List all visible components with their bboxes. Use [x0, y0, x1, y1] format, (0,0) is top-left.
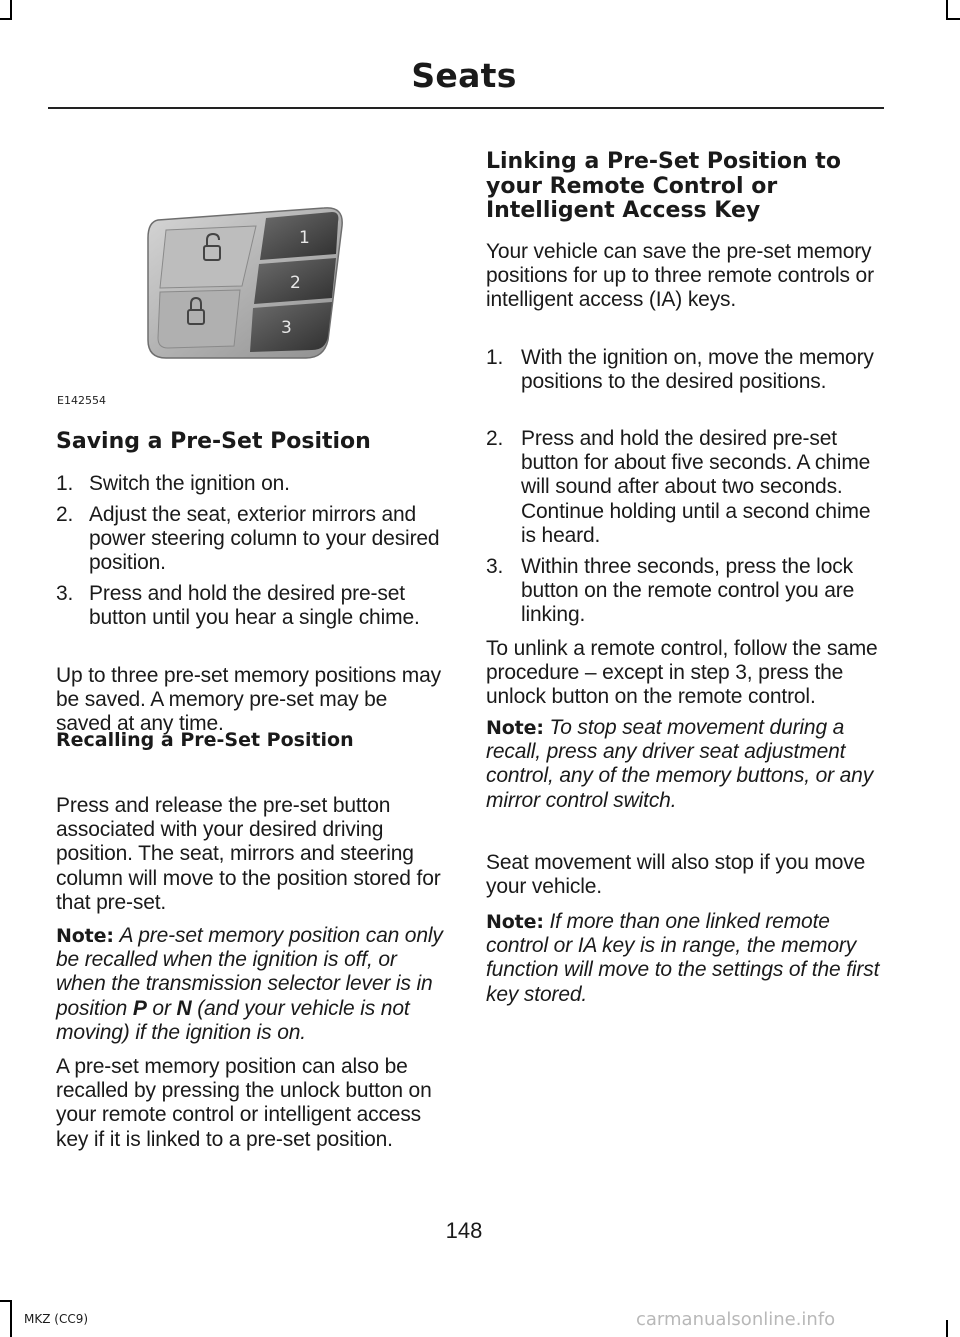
paragraph: A pre-set memory position can also be recalled by pressing the unlock button on your remote control or intelligent access key if it is linked to a pre-set position. [56, 1055, 432, 1151]
list-number: 2. [486, 427, 504, 450]
heading-saving: Saving a Pre-Set Position [56, 429, 371, 454]
button-label-3: 3 [281, 318, 292, 338]
crop-mark [10, 1300, 12, 1337]
gear-n: N [176, 996, 192, 1020]
paragraph: To unlink a remote control, follow the same procedure – except in step 3, press the unlock button on the remote control. [486, 637, 878, 709]
list-item [56, 582, 448, 657]
note-label: Note: [486, 717, 544, 739]
button-label-1: 1 [299, 228, 310, 248]
crop-mark [946, 0, 948, 18]
note-text: To stop seat movement during a recall, press any driver seat adjustment control, any of the memory buttons, or any mirror control switch. [486, 716, 874, 812]
note-text: A pre-set memory position can only be recalled when the ignition is off, or when the transmission selector lever is in position [56, 924, 443, 1020]
list-item [486, 555, 880, 630]
header-rule [48, 107, 884, 109]
heading-recalling: Recalling a Pre-Set Position [56, 729, 354, 751]
button-label-2: 2 [290, 273, 301, 293]
list-text: Press and hold the desired pre-set button for about five seconds. A chime will sound after about two seconds. Continue holding until a second chime is heard. [521, 427, 871, 547]
crop-mark [946, 18, 960, 20]
note-or: or [152, 996, 171, 1020]
list-item [486, 427, 880, 551]
paragraph: Seat movement will also stop if you move your vehicle. [486, 851, 866, 899]
list-number: 3. [486, 555, 504, 578]
list-item [56, 503, 448, 578]
list-text: Press and hold the desired pre-set button until you hear a single chime. [89, 582, 420, 630]
note [486, 910, 880, 1007]
list-number: 1. [56, 472, 74, 495]
list-text: Within three seconds, press the lock button on the remote control you are linking. [521, 555, 855, 627]
note [56, 924, 448, 1045]
note-label: Note: [56, 925, 114, 947]
heading-linking: Linking a Pre-Set Position to your Remote Control or Intelligent Access Key [486, 149, 841, 223]
page-title: Seats [411, 56, 517, 95]
paragraph: Up to three pre-set memory positions may be saved. A memory pre-set may be saved at any time. [56, 664, 441, 736]
watermark: carmanualsonline.info [636, 1309, 836, 1330]
list-number: 2. [56, 503, 74, 526]
list-text: Adjust the seat, exterior mirrors and power steering column to your desired position. [89, 503, 440, 575]
paragraph: Press and release the pre-set button associated with your desired driving position. The seat, mirrors and steering column will move to the position stored for that pre-set. [56, 794, 441, 914]
paragraph: Your vehicle can save the pre-set memory positions for up to three remote controls or intelligent access (IA) keys. [486, 240, 874, 312]
crop-mark [10, 0, 12, 18]
memory-buttons-figure [56, 190, 356, 405]
gear-p: P [132, 996, 147, 1020]
crop-mark [0, 1300, 12, 1302]
note-text: If more than one linked remote control or IA key is in range, the memory function will move to the settings of the first key stored. [486, 910, 880, 1006]
note-text: (and your vehicle is not moving) if the ignition is on. [56, 996, 410, 1044]
crop-mark [946, 1320, 948, 1337]
figure-code: E142554 [57, 394, 106, 407]
list-number: 1. [486, 346, 504, 369]
page-number: 148 [445, 1218, 483, 1243]
note-label: Note: [486, 911, 544, 933]
list-item [56, 472, 448, 498]
note [486, 716, 880, 813]
list-text: With the ignition on, move the memory positions to the desired positions. [521, 346, 874, 394]
footer-model: MKZ (CC9) [24, 1312, 89, 1326]
list-text: Switch the ignition on. [89, 472, 290, 495]
crop-mark [0, 18, 12, 20]
list-item [486, 346, 880, 421]
list-number: 3. [56, 582, 74, 605]
